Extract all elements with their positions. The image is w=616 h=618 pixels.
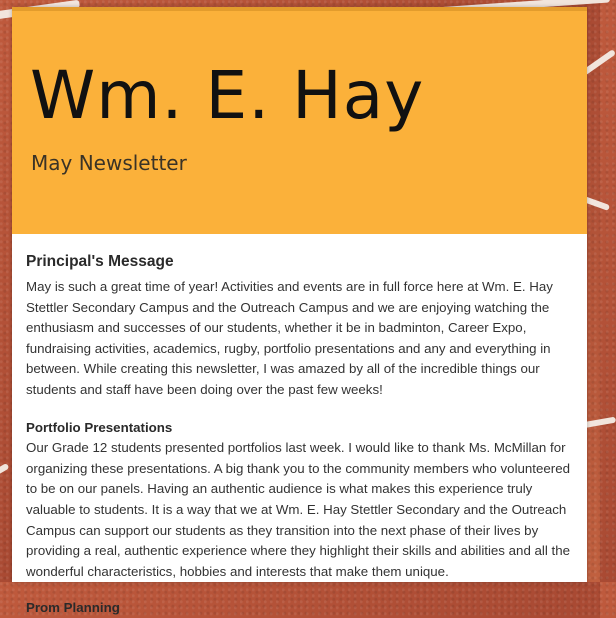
- next-section-heading: Prom Planning: [26, 600, 120, 616]
- principal-message-body: May is such a great time of year! Activities and events are in full force here at Wm. E. Hay Stettler Secondary Campus and the Outreach Campus and we are enjoying watching the enthusiasm and successes of our students, whether it be in badminton, Career Expo, fundraising activities, academics, rugby, portfolio presentations and any and everything in between. While creating this newsletter, I was amazed by all of the incredible things our students and staff have been doing over the past few weeks!: [26, 279, 553, 397]
- track-line: [0, 463, 9, 483]
- newsletter-card: [12, 7, 587, 616]
- portfolio-body: Our Grade 12 students presented portfolios last week. I would like to thank Ms. McMillan for organizing these presentations. A big thank you to the community members who volunteered to be on our panels. Having an authentic audience is what makes this experience truly valuable to students. It is a way that we at Wm. E. Hay Stettler Secondary and the Outreach Campus can support our students as they transition into the next phase of their lives by providing a real, authentic experience where they highlight their skills and abilities and all the wonderful characteristics, hobbies and interests that make them unique.: [26, 440, 571, 579]
- portfolio-heading: Portfolio Presentations: [26, 419, 173, 435]
- principal-message-heading: Principal's Message: [26, 253, 174, 270]
- header-banner: [12, 7, 587, 234]
- newsletter-subtitle: May Newsletter: [31, 151, 187, 175]
- banner-top-stripe: [12, 7, 587, 11]
- school-name: Wm. E. Hay: [30, 57, 425, 134]
- newsletter-content: [26, 253, 574, 618]
